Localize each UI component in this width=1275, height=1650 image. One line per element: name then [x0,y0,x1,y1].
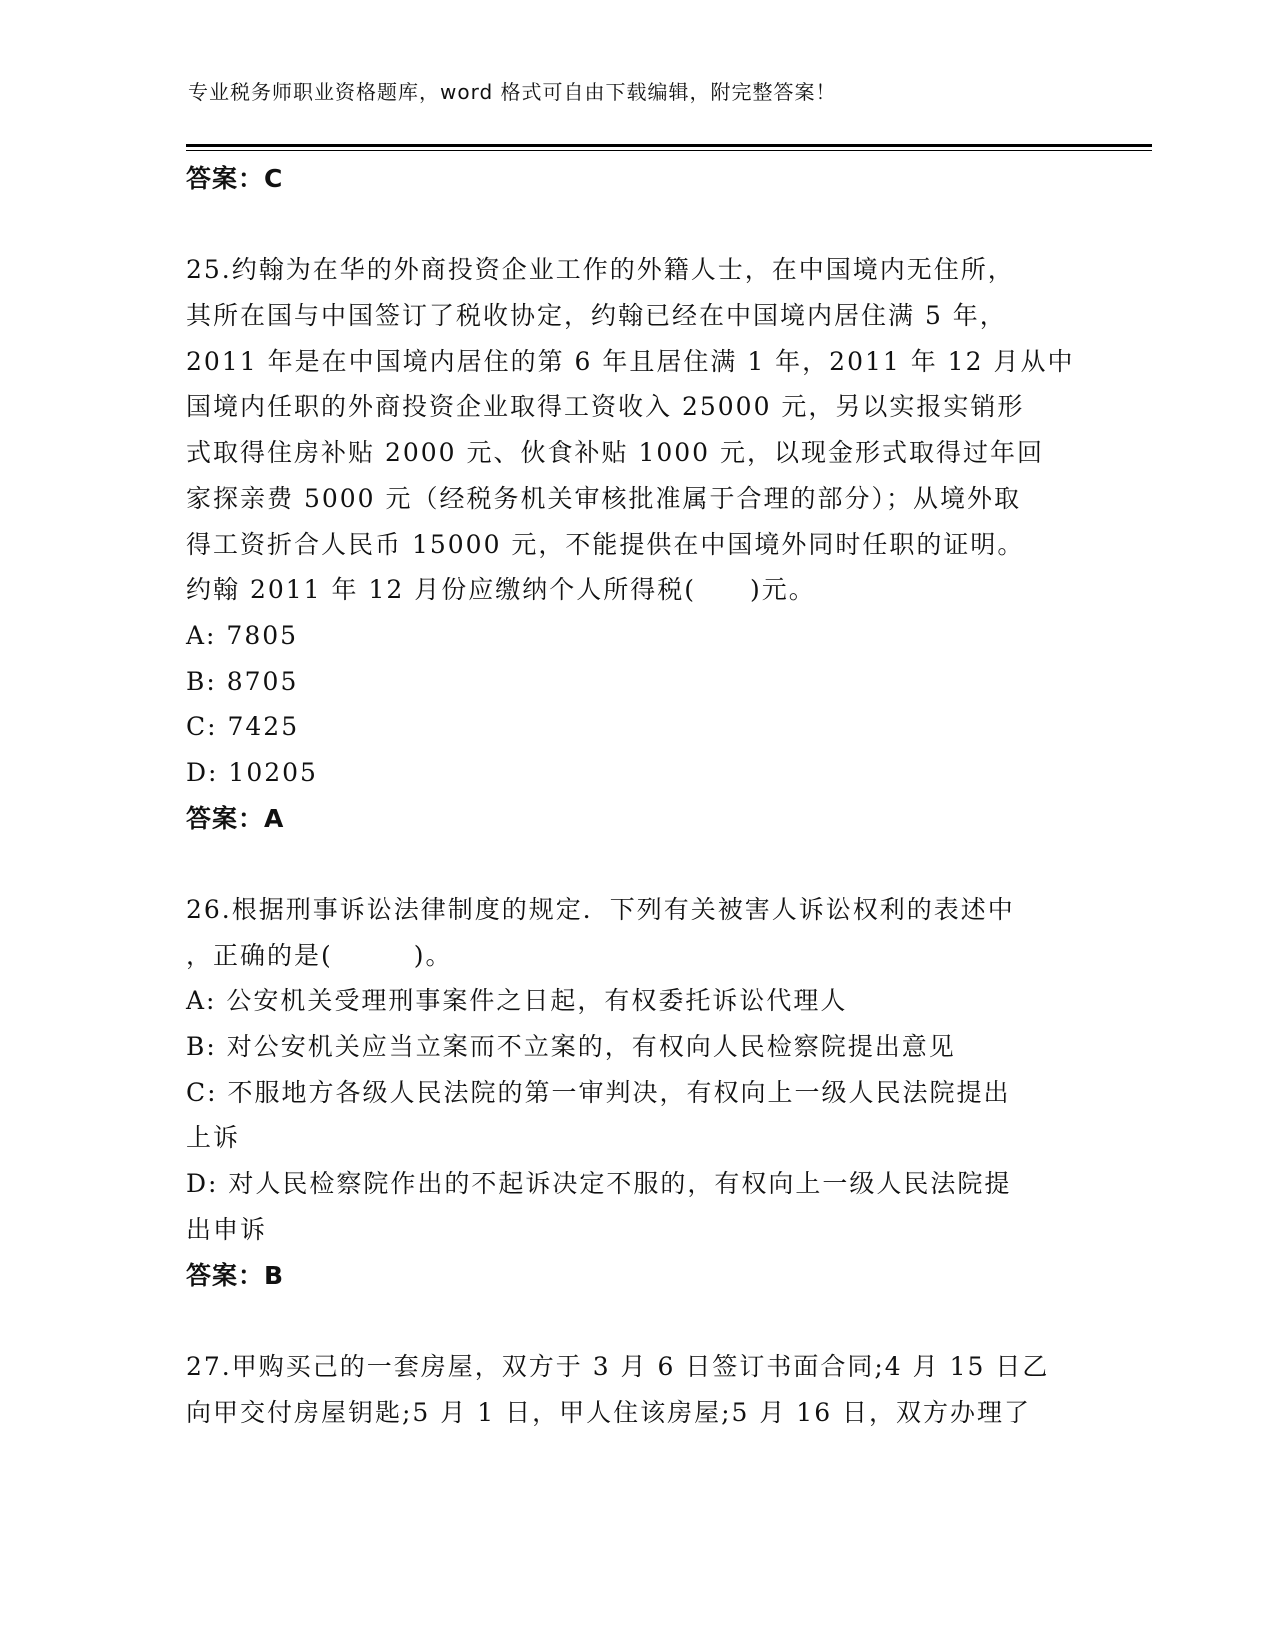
spacer [186,1298,1086,1344]
question-text-line: 式取得住房补贴 2000 元、伙食补贴 1000 元，以现金形式取得过年回 [186,438,1045,468]
question-text-line: 25.约翰为在华的外商投资企业工作的外籍人士，在中国境内无住所， [186,255,1015,285]
option-d: D: 对人民检察院作出的不起诉决定不服的，有权向上一级人民法院提 [186,1169,1012,1199]
question-text-line: 家探亲费 5000 元（经税务机关审核批准属于合理的部分）；从境外取 [186,483,1022,513]
previous-answer: 答案：C [186,164,284,193]
question-text-line: 其所在国与中国签订了税收协定，约翰已经在中国境内居住满 5 年， [186,301,1007,331]
spacer [186,202,1086,248]
option-d: D: 10205 [186,757,318,787]
option-d-continued: 出申诉 [186,1214,268,1244]
question-text-line: ，正确的是( )。 [186,940,453,970]
option-c: C: 不服地方各级人民法院的第一审判决，有权向上一级人民法院提出 [186,1077,1011,1107]
spacer [186,841,1086,887]
option-a: A: 公安机关受理刑事案件之日起，有权委托诉讼代理人 [186,986,848,1016]
header-rule-thin [186,150,1152,151]
option-b: B: 8705 [186,666,299,696]
content [186,156,1086,1435]
question-text-line: 向甲交付房屋钥匙;5 月 1 日，甲人住该房屋;5 月 16 日，双方办理了 [186,1397,1032,1427]
question-26 [186,887,1086,1298]
answer: 答案：B [186,1260,285,1290]
question-27 [186,1344,1086,1435]
question-text-line: 26.根据刑事诉讼法律制度的规定．下列有关被害人诉讼权利的表述中 [186,895,1015,924]
question-25 [186,247,1086,841]
question-text-line: 得工资折合人民币 15000 元，不能提供在中国境外同时任职的证明。 [186,529,1025,559]
question-text-line: 2011 年是在中国境内居住的第 6 年且居住满 1 年，2011 年 12 月从中 [186,346,1075,376]
option-c-continued: 上诉 [186,1123,241,1153]
header-rule-thick [186,144,1152,147]
header-note: 专业税务师职业资格题库，word 格式可自由下载编辑，附完整答案！ [188,80,837,104]
question-text-line: 约翰 2011 年 12 月份应缴纳个人所得税( )元。 [186,575,816,605]
question-text-line: 27.甲购买己的一套房屋，双方于 3 月 6 日签订书面合同;4 月 15 日乙 [186,1351,1050,1381]
answer: 答案：A [186,803,285,833]
option-c: C: 7425 [186,712,300,742]
option-b: B: 对公安机关应当立案而不立案的，有权向人民检察院提出意见 [186,1032,956,1062]
question-text-line: 国境内任职的外商投资企业取得工资收入 25000 元，另以实报实销形 [186,392,1025,422]
option-a: A: 7805 [186,620,299,650]
